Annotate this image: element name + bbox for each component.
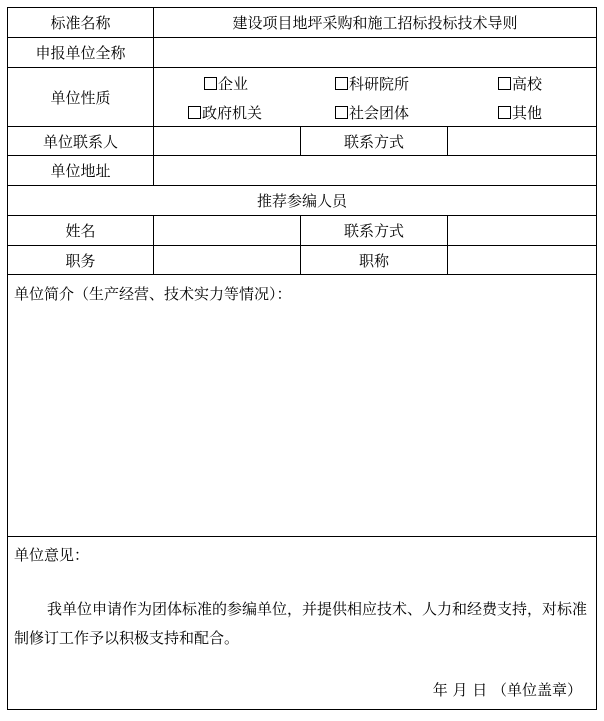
participants-header: 推荐参编人员 [8, 186, 597, 216]
org-opinion-text: 我单位申请作为团体标准的参编单位，并提供相应技术、人力和经费支持，对标准制修订工作予以积极支持和配合。 [14, 600, 588, 647]
org-opinion-field[interactable] [8, 537, 597, 710]
participant-title-field[interactable] [448, 246, 597, 275]
option-other[interactable]: 其他 [498, 102, 542, 123]
participant-title-label: 职称 [301, 246, 448, 275]
org-nature-options [154, 68, 597, 127]
org-intro-field[interactable] [8, 275, 597, 537]
participant-position-label: 职务 [8, 246, 154, 275]
address-field[interactable] [154, 156, 597, 186]
participants-header-row [8, 186, 597, 216]
standard-name-label: 标准名称 [8, 8, 154, 38]
participant-name-label: 姓名 [8, 216, 154, 246]
standard-name-row [8, 8, 597, 38]
standard-name-value: 建设项目地坪采购和施工招标投标技术导则 [154, 8, 597, 38]
checkbox-icon[interactable] [335, 106, 348, 119]
application-form-table [7, 7, 597, 710]
org-opinion-row [8, 537, 597, 710]
option-enterprise[interactable]: 企业 [204, 73, 248, 94]
option-social-organization[interactable]: 社会团体 [335, 102, 409, 123]
checkbox-icon[interactable] [335, 77, 348, 90]
org-opinion-label: 单位意见： [14, 546, 90, 564]
contact-person-field[interactable] [154, 127, 301, 156]
checkbox-icon[interactable] [498, 77, 511, 90]
org-full-name-field[interactable] [154, 38, 597, 68]
participant-contact-field[interactable] [448, 216, 597, 246]
contact-method-field[interactable] [448, 127, 597, 156]
checkbox-icon[interactable] [188, 106, 201, 119]
participant-name-row [8, 216, 597, 246]
checkbox-icon[interactable] [204, 77, 217, 90]
contact-person-label: 单位联系人 [8, 127, 154, 156]
address-label: 单位地址 [8, 156, 154, 186]
org-full-name-label: 申报单位全称 [8, 38, 154, 68]
org-nature-label: 单位性质 [8, 68, 154, 127]
participant-position-field[interactable] [154, 246, 301, 275]
org-full-name-row [8, 38, 597, 68]
option-government[interactable]: 政府机关 [188, 102, 262, 123]
address-row [8, 156, 597, 186]
participant-position-row [8, 246, 597, 275]
checkbox-icon[interactable] [498, 106, 511, 119]
participant-contact-label: 联系方式 [301, 216, 448, 246]
option-university[interactable]: 高校 [498, 73, 542, 94]
org-intro-label: 单位简介（生产经营、技术实力等情况）： [14, 285, 292, 303]
org-nature-row [8, 68, 597, 127]
option-research-institute[interactable]: 科研院所 [335, 73, 409, 94]
participant-name-field[interactable] [154, 216, 301, 246]
date-seal-line: 年 月 日 （单位盖章） [432, 681, 583, 699]
contact-method-label: 联系方式 [301, 127, 448, 156]
org-intro-row [8, 275, 597, 537]
contact-person-row [8, 127, 597, 156]
